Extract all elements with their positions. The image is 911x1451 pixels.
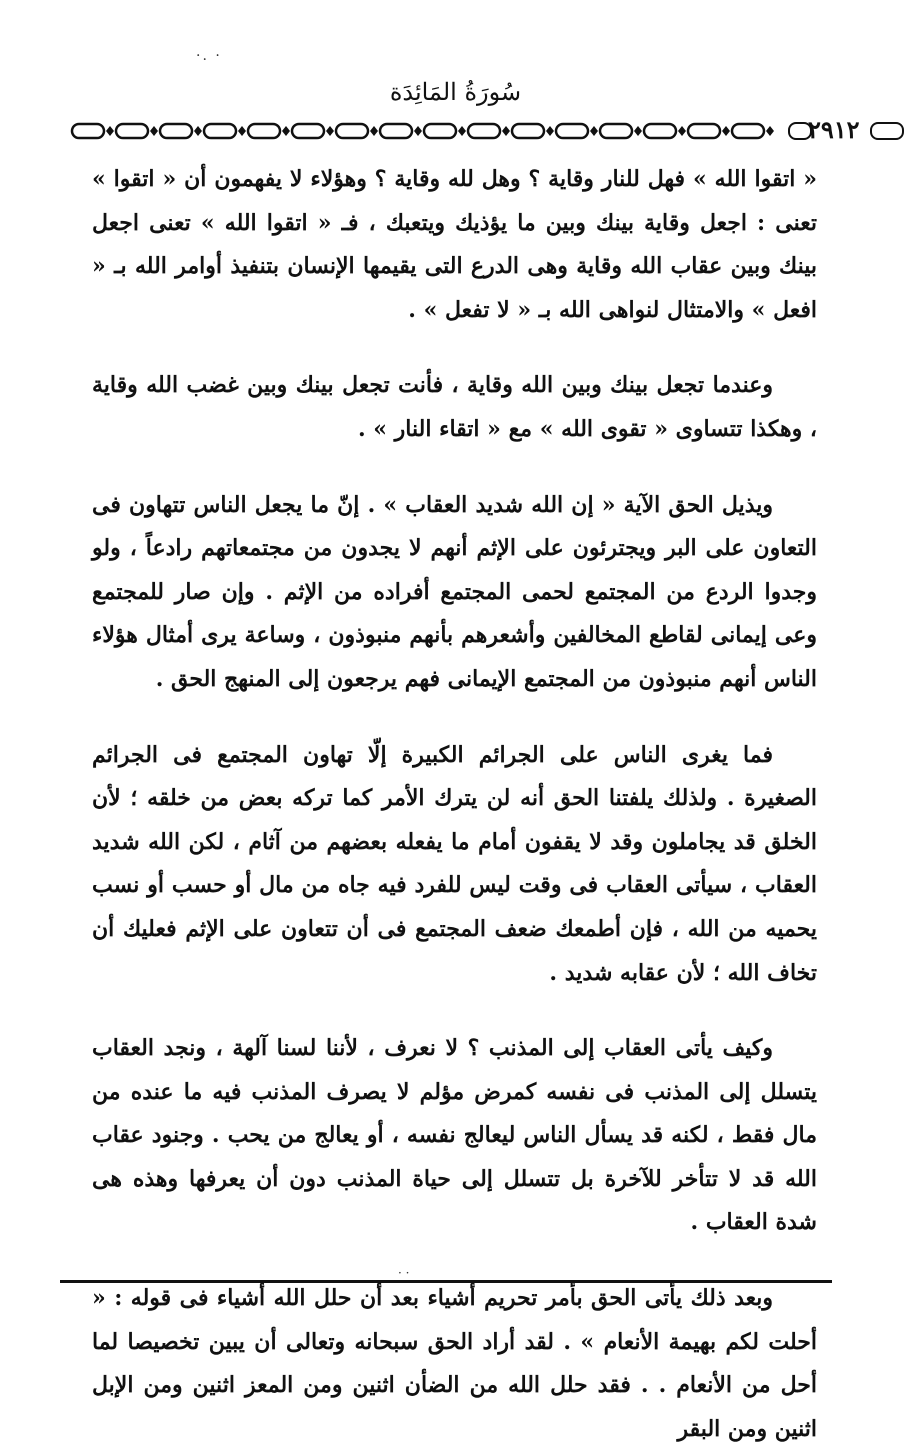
chain-diamond (590, 126, 598, 136)
chain-link (644, 124, 676, 138)
chain-link (116, 124, 148, 138)
chain-diamond (194, 126, 202, 136)
chain-diamond (634, 126, 642, 136)
chain-link (160, 124, 192, 138)
chain-link (380, 124, 412, 138)
chain-link (248, 124, 280, 138)
chain-diamond (458, 126, 466, 136)
paragraph-1: « اتقوا الله » فهل للنار وقاية ؟ وهل لله وقاية ؟ وهؤلاء لا يفهمون أن « اتقوا » تعنى : اجعل وقاية بينك وبين ما يؤذيك ويتعبك ، فـ « اتقوا الله » تعنى اجعل بينك وبين عقاب الله وقاية وهى الدرع التى يقيمها الإنسان بتنفيذ أوامر الله بـ « افعل » والامتثال لنواهى الله بـ « لا تفعل » . (92, 166, 817, 323)
chain-diamond (326, 126, 334, 136)
chain-ornament-icon (70, 116, 780, 146)
page-number-right-cap (870, 122, 904, 140)
chain-diamond (370, 126, 378, 136)
footer-rule (60, 1280, 832, 1283)
body-text (92, 158, 817, 1451)
chain-diamond (150, 126, 158, 136)
paragraph-6: وبعد ذلك يأتى الحق بأمر تحريم أشياء بعد أن حلل الله أشياء فى قوله : « أحلت لكم بهيمة الأنعام » . لقد أراد الحق سبحانه وتعالى أن يبين تخصيصا لما أحل من الأنعام . . فقد حلل الله من الضأن اثنين ومن المعز اثنين ومن الإبل اثنين ومن البقر (92, 1285, 817, 1442)
chain-link (732, 124, 764, 138)
chain-link (468, 124, 500, 138)
paragraph-3: ويذيل الحق الآية « إن الله شديد العقاب » . إنّ ما يجعل الناس تتهاون فى التعاون على البر ويجترئون على الإثم أنهم لا يجدون من مجتمعاتهم رادعاً ، ولو وجدوا الردع من المجتمع لحمى المجتمع أفراده من الإثم . وإن صار للمجتمع وعى إيمانى لقاطع المخالفين وأشعرهم بأنهم منبوذون ، وساعة يرى أمثال هؤلاء الناس أنهم منبوذون من المجتمع الإيمانى فهم يرجعون إلى المنهج الحق . (92, 491, 817, 692)
chain-link (424, 124, 456, 138)
chain-link (72, 124, 104, 138)
chain-link (600, 124, 632, 138)
footer-speck: · · (398, 1266, 410, 1280)
chain-link (512, 124, 544, 138)
chain-diamond (502, 126, 510, 136)
chain-link (556, 124, 588, 138)
scan-speck: ·. · (196, 48, 222, 64)
chain-diamond (722, 126, 730, 136)
paragraph-2: وعندما تجعل بينك وبين الله وقاية ، فأنت تجعل بينك وبين غضب الله وقاية ، وهكذا تتساوى « تقوى الله » مع « اتقاء النار » . (92, 372, 817, 442)
paragraph-5: وكيف يأتى العقاب إلى المذنب ؟ لا نعرف ، لأننا لسنا آلهة ، ونجد العقاب يتسلل إلى المذنب فى نفسه كمرض مؤلم لا يصرف المذنب فيه ما عنده من مال فقط ، لكنه قد يسأل الناس ليعالج نفسه ، أو يعالج من يحب . وجنود عقاب الله قد لا تتأخر للآخرة بل تتسلل إلى حياة المذنب دون أن يعرفها وهذه هى شدة العقاب . (92, 1035, 817, 1236)
page-header-band (70, 115, 860, 146)
chain-diamond (678, 126, 686, 136)
chain-diamond (106, 126, 114, 136)
chain-diamond (282, 126, 290, 136)
chain-link (204, 124, 236, 138)
chain-diamond (414, 126, 422, 136)
page-number: ٢٩١٢ (808, 115, 860, 144)
chain-link (336, 124, 368, 138)
chain-diamond (766, 126, 774, 136)
chain-link (292, 124, 324, 138)
surah-title: سُورَةُ المَائِدَة (389, 78, 522, 106)
paragraph-4: فما يغرى الناس على الجرائم الكبيرة إلّا تهاون المجتمع فى الجرائم الصغيرة . ولذلك يلفتنا الحق أنه لن يترك الأمر كما تركه بعض من خلقه ؛ لأن الخلق قد يجاملون وقد لا يقفون أمام ما يفعله بعضهم من آثام ، لكن الله شديد العقاب ، سيأتى العقاب فى وقت ليس للفرد فيه جاه من مال أو حسب أو نسب يحميه من الله ، فإن أطمعك ضعف المجتمع فى أن تتعاون على الإثم فعليك أن تخاف الله ؛ لأن عقابه شديد . (92, 741, 817, 986)
chain-diamond (546, 126, 554, 136)
chain-link (688, 124, 720, 138)
chain-diamond (238, 126, 246, 136)
